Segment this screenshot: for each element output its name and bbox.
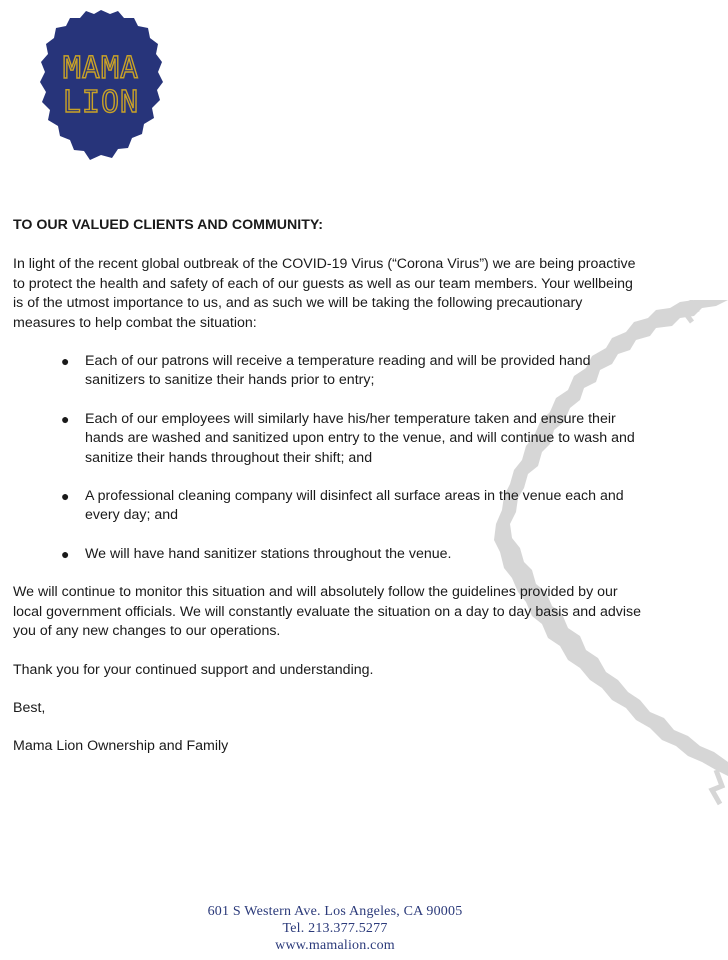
list-item: ● A professional cleaning company will disinfect all surface areas in the venue each and every day; and	[61, 488, 624, 524]
closing-paragraph: We will continue to monitor this situation and will absolutely follow the guidelines provided by our local government officials. We will constantly evaluate the situation on a day to day basis and advise you of any new changes to our operations.	[13, 584, 642, 640]
letter-heading: TO OUR VALUED CLIENTS AND COMMUNITY:	[13, 217, 324, 233]
bullet-icon: ●	[61, 545, 70, 562]
signoff: Best,	[13, 699, 46, 716]
precaution-list	[13, 352, 643, 564]
list-item: ● Each of our patrons will receive a temperature reading and will be provided hand sanitizers to sanitize their hands prior to entry;	[61, 353, 591, 389]
mama-lion-logo	[38, 8, 164, 162]
signature: Mama Lion Ownership and Family	[13, 738, 229, 755]
list-item: ● We will have hand sanitizer stations throughout the venue.	[13, 545, 643, 564]
footer-website: www.mamalion.com	[275, 938, 395, 953]
list-item: ● Each of our employees will similarly have his/her temperature taken and ensure their hands are washed and sanitized upon entry to the venue, and will continue to wash and sanitize their hands throughout their shift; and	[61, 410, 635, 466]
bullet-icon: ●	[61, 353, 70, 370]
footer-phone: Tel. 213.377.5277	[282, 921, 388, 936]
footer-address: 601 S Western Ave. Los Angeles, CA 90005	[207, 904, 463, 919]
thanks-line: Thank you for your continued support and understanding.	[13, 661, 374, 678]
bullet-icon: ●	[61, 488, 70, 505]
logo-wordmark-line1: MAMA	[62, 51, 140, 86]
logo-wordmark-line2: LION	[62, 85, 140, 120]
letter-body	[13, 216, 643, 776]
bullet-icon: ●	[61, 410, 70, 427]
intro-paragraph: In light of the recent global outbreak of the COVID-19 Virus (“Corona Virus”) we are being proactive to protect the health and safety of each of our guests as well as our team members. Your wellbeing is of the utmost importance to us, and as such we will be taking the following precautionary measures to help combat the situation:	[13, 256, 636, 331]
letterhead-footer	[0, 903, 670, 954]
